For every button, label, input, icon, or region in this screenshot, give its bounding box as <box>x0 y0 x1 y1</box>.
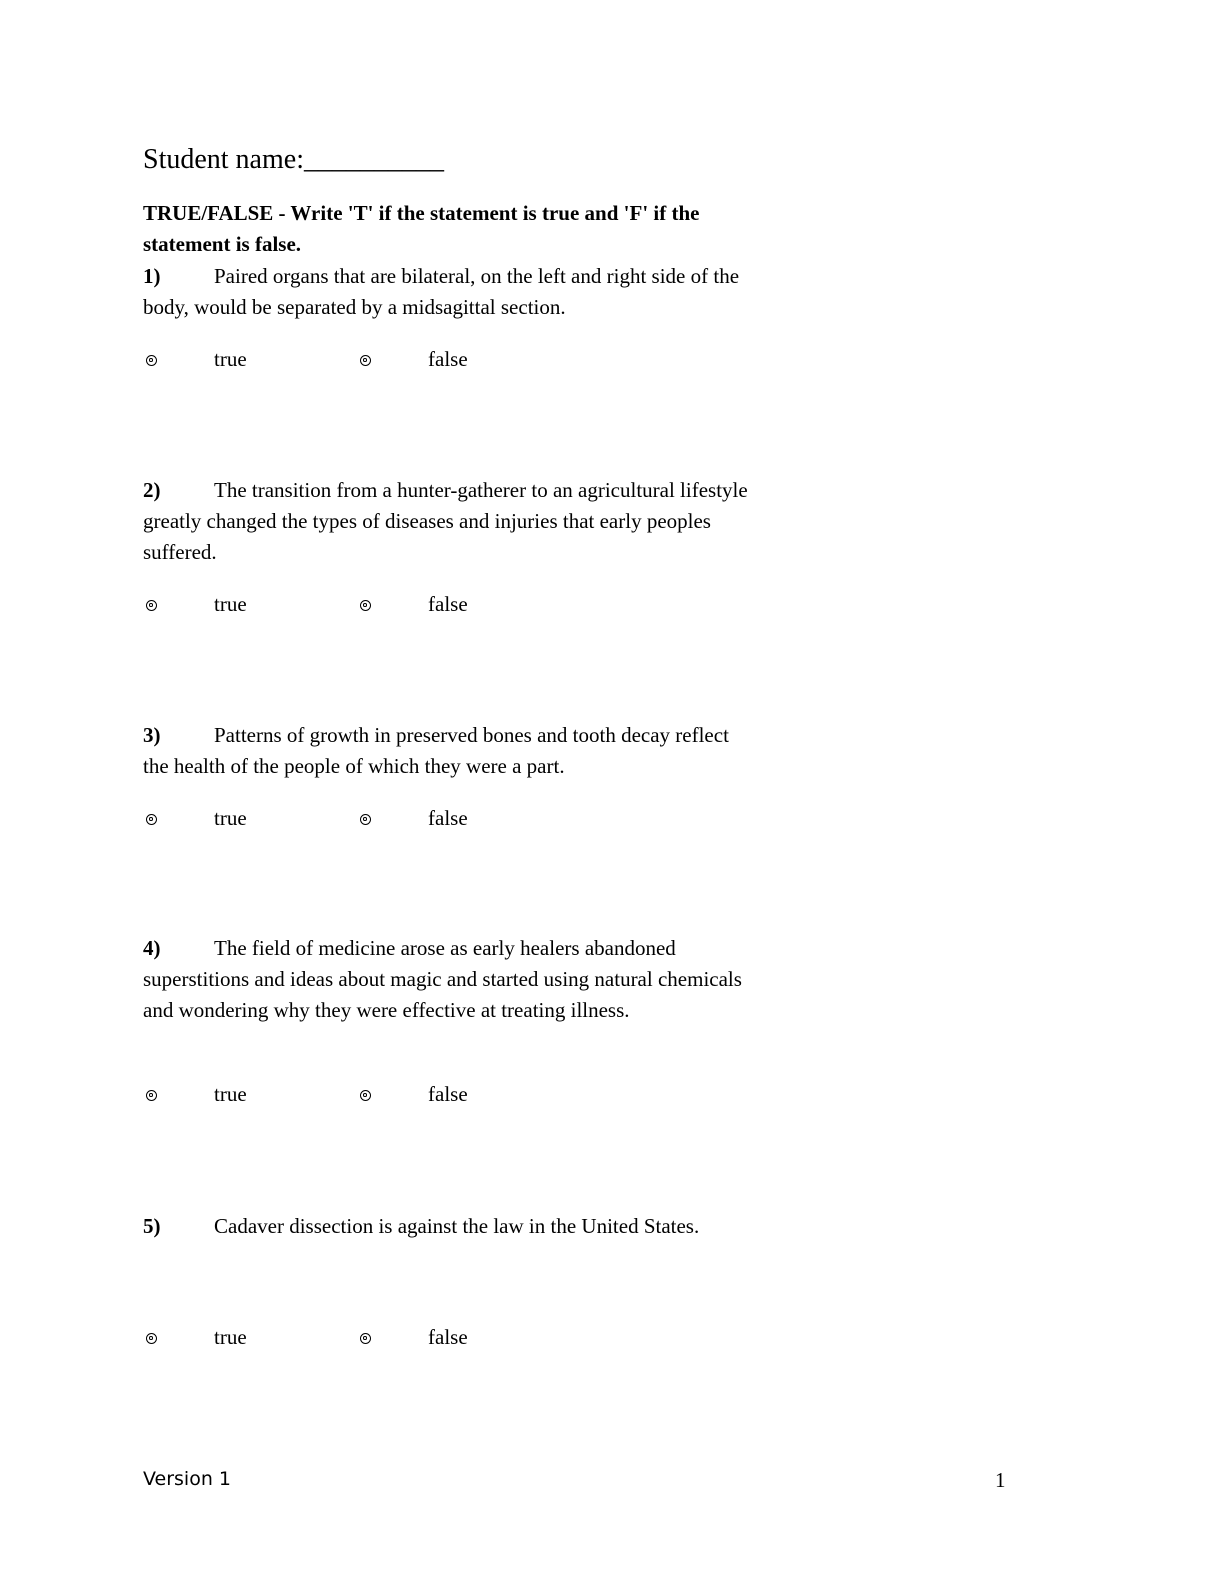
radio-icon[interactable] <box>360 355 371 366</box>
option-false[interactable] <box>360 1079 371 1109</box>
question-text: The field of medicine arose as early healers abandoned superstitions and ideas about magic and started using natural chemicals and wondering why they were effective at treating illness. <box>143 936 742 1022</box>
radio-icon[interactable] <box>360 814 371 825</box>
question-number: 1) <box>143 264 161 288</box>
option-true[interactable] <box>146 344 157 374</box>
question-text: Patterns of growth in preserved bones and tooth decay reflect the health of the people of which they were a part. <box>143 723 729 778</box>
instructions: TRUE/FALSE - Write 'T' if the statement is true and 'F' if the statement is false. <box>143 201 700 256</box>
option-false[interactable] <box>360 344 371 374</box>
radio-icon[interactable] <box>146 1333 157 1344</box>
option-label: false <box>428 1325 468 1349</box>
option-false[interactable] <box>360 1322 371 1352</box>
option-label: false <box>428 1082 468 1106</box>
radio-icon[interactable] <box>146 600 157 611</box>
option-true[interactable] <box>146 589 157 619</box>
option-label: true <box>214 1325 247 1349</box>
option-true[interactable] <box>146 1079 157 1109</box>
option-label: true <box>214 592 247 616</box>
option-label: true <box>214 1082 247 1106</box>
option-true[interactable] <box>146 1322 157 1352</box>
question-text: The transition from a hunter-gatherer to an agricultural lifestyle greatly changed the types of diseases and injuries that early peoples suffered. <box>143 478 748 564</box>
option-label: false <box>428 347 468 371</box>
question-2 <box>143 475 753 568</box>
question-1 <box>143 261 753 323</box>
option-label: false <box>428 806 468 830</box>
radio-icon[interactable] <box>146 814 157 825</box>
radio-icon[interactable] <box>146 1090 157 1101</box>
option-false[interactable] <box>360 803 371 833</box>
question-number: 5) <box>143 1214 161 1238</box>
option-false[interactable] <box>360 589 371 619</box>
question-4 <box>143 933 753 1026</box>
question-number: 4) <box>143 936 161 960</box>
radio-icon[interactable] <box>360 1333 371 1344</box>
student-name-label: Student name: <box>143 144 304 175</box>
student-name-blank[interactable]: __________ <box>303 144 444 175</box>
radio-icon[interactable] <box>360 1090 371 1101</box>
radio-icon[interactable] <box>146 355 157 366</box>
question-5 <box>143 1211 753 1242</box>
question-3 <box>143 720 753 782</box>
question-text: Cadaver dissection is against the law in the United States. <box>214 1214 700 1238</box>
student-name-line <box>143 140 444 180</box>
option-label: true <box>214 347 247 371</box>
question-number: 2) <box>143 478 161 502</box>
question-text: Paired organs that are bilateral, on the left and right side of the body, would be separated by a midsagittal section. <box>143 264 740 319</box>
radio-icon[interactable] <box>360 600 371 611</box>
option-true[interactable] <box>146 803 157 833</box>
version-label: Version 1 <box>143 1468 231 1490</box>
option-label: false <box>428 592 468 616</box>
page-number: 1 <box>995 1468 1006 1492</box>
question-number: 3) <box>143 723 161 747</box>
option-label: true <box>214 806 247 830</box>
